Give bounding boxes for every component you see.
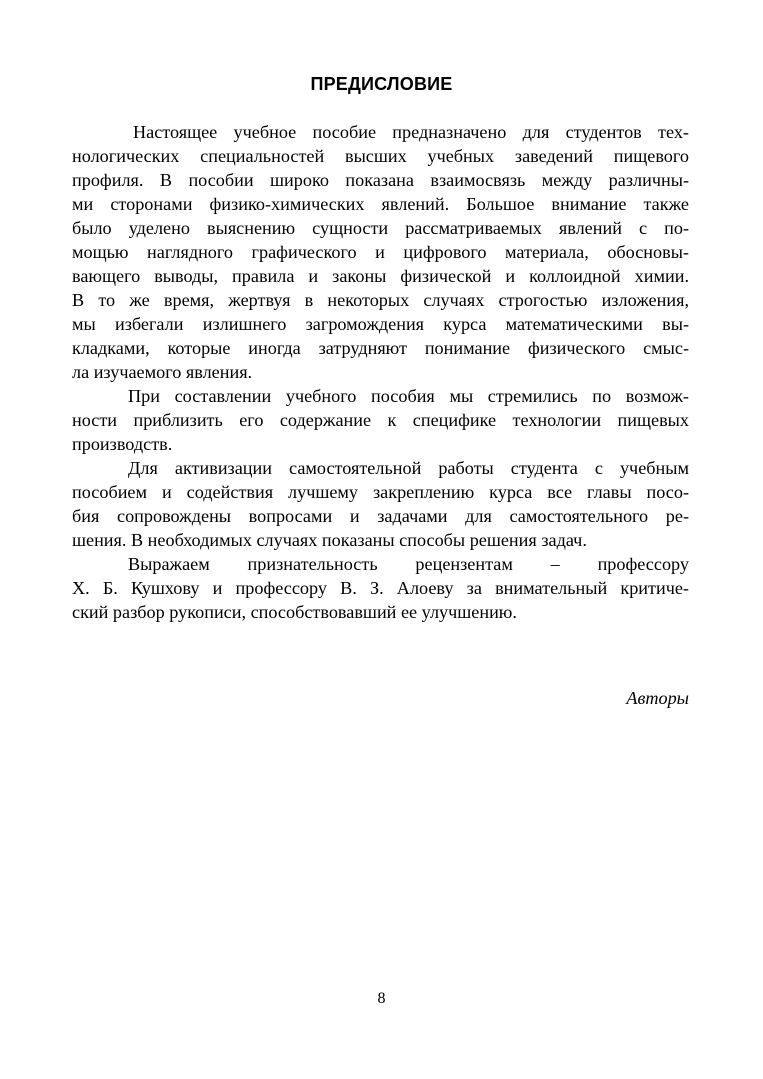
- text-line: кладками, которые иногда затрудняют понимание физического смыс-: [72, 338, 689, 358]
- text-line: ми сторонами физико-химических явлений. Большое внимание также: [72, 194, 689, 214]
- page-number: 8: [377, 990, 386, 1007]
- text-line: пособием и содействия лучшему закреплению курса все главы посо-: [72, 482, 689, 502]
- text-line: профиля. В пособии широко показана взаимосвязь между различны-: [72, 170, 689, 190]
- text-line: Для активизации самостоятельной работы студента с учебным: [128, 458, 689, 478]
- text-line: При составлении учебного пособия мы стремились по возмож-: [128, 386, 689, 406]
- text-line: Выражаем признательность рецензентам – профессору: [128, 554, 689, 574]
- text-line: бия сопровождены вопросами и задачами для самостоятельного ре-: [72, 506, 689, 526]
- text-line: мощью наглядного графического и цифрового материала, обосновы-: [72, 242, 689, 262]
- text-line: ский разбор рукописи, способствовавший ее улучшению.: [72, 602, 517, 622]
- text-line: вающего выводы, правила и законы физической и коллоидной химии.: [72, 266, 689, 286]
- text-line: Х. Б. Кушхову и профессору В. З. Алоеву за внимательный критиче-: [72, 578, 689, 598]
- text-line: нологических специальностей высших учебных заведений пищевого: [72, 146, 689, 166]
- text-line: было уделено выяснению сущности рассматриваемых явлений с по-: [72, 218, 689, 238]
- text-line: Настоящее учебное пособие предназначено для студентов тех-: [133, 122, 689, 142]
- text-line: шения. В необходимых случаях показаны способы решения задач.: [72, 530, 587, 550]
- text-line: мы избегали излишнего загромождения курса математическими вы-: [72, 314, 689, 334]
- text-line: ла изучаемого явления.: [72, 362, 253, 382]
- text-line: производств.: [72, 434, 173, 454]
- signature: Авторы: [626, 688, 689, 708]
- text-line: ности приблизить его содержание к специфике технологии пищевых: [72, 410, 689, 430]
- text-line: В то же время, жертвуя в некоторых случаях строгостью изложения,: [72, 290, 689, 310]
- page-title: ПРЕДИСЛОВИЕ: [310, 74, 453, 94]
